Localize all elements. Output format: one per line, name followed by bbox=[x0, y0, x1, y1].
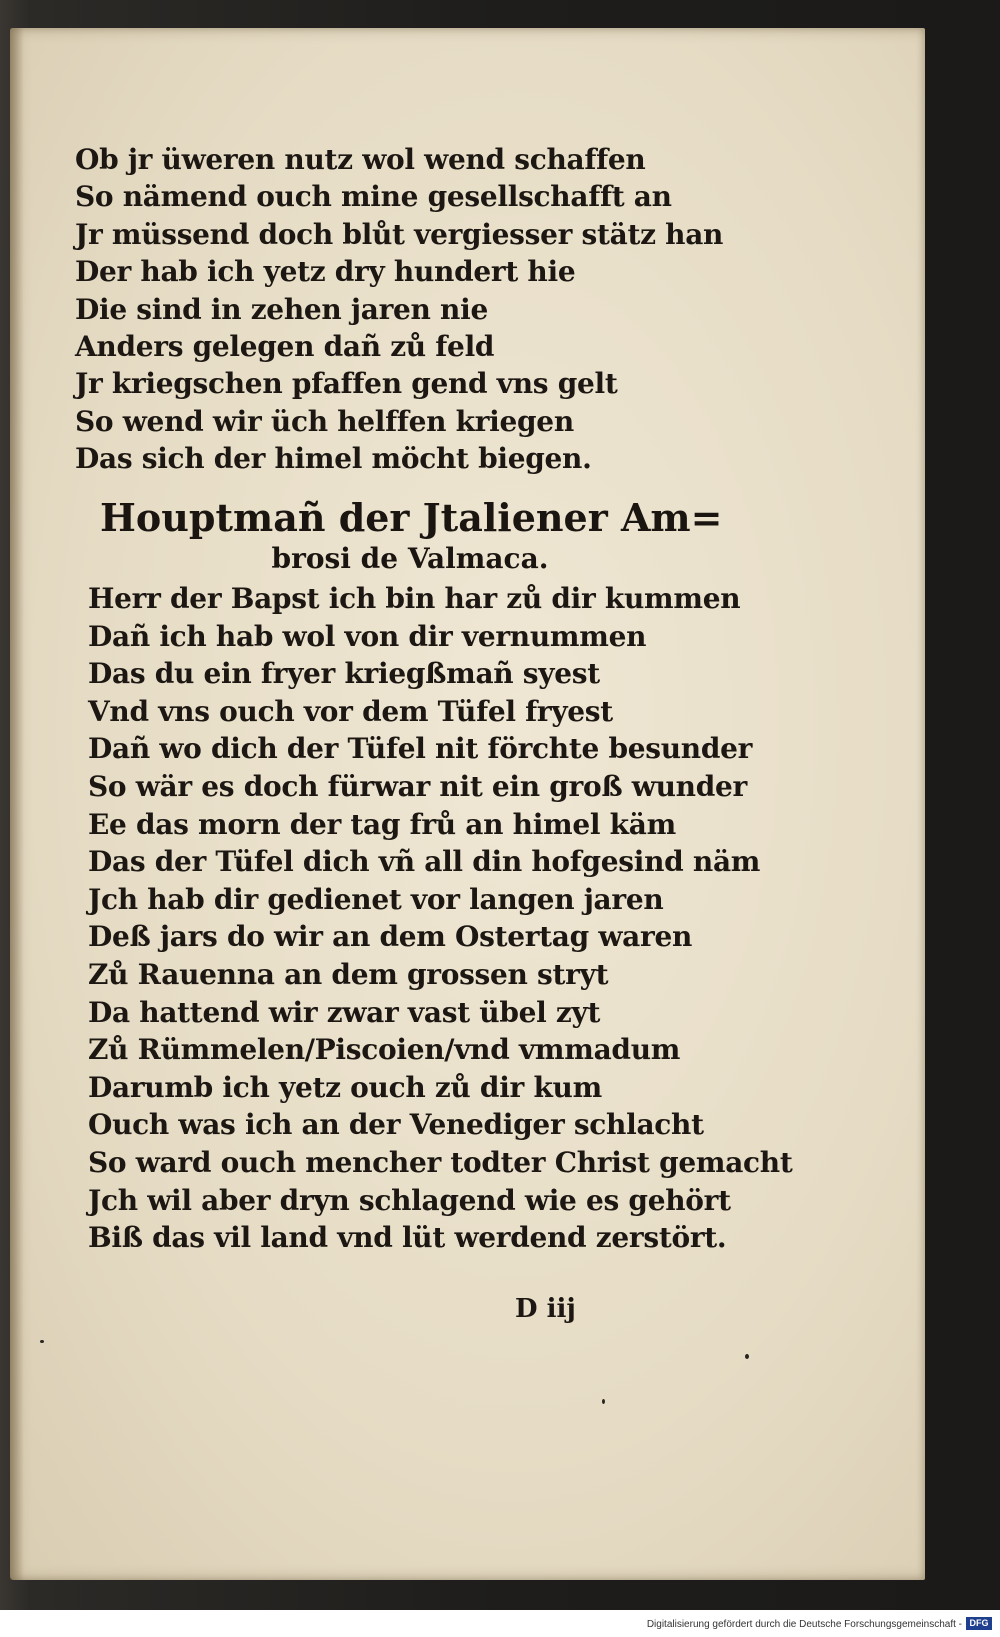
verse-line: Der hab ich yetz dry hundert hie bbox=[75, 255, 576, 289]
verse-line: Darumb ich yetz ouch zů dir kum bbox=[88, 1070, 602, 1104]
verse-line: Die sind in zehen jaren nie bbox=[75, 292, 488, 326]
verse-line: Biß das vil land vnd lüt werdend zerstört. bbox=[88, 1221, 727, 1255]
verse-line: Jr kriegschen pfaffen gend vns gelt bbox=[75, 367, 618, 401]
heading-line-1: Houptmañ der Jtaliener Am= bbox=[100, 495, 723, 540]
verse-line: Herr der Bapst ich bin har zů dir kummen bbox=[88, 582, 741, 615]
section-heading bbox=[100, 495, 723, 577]
verse-line: So nämend ouch mine gesellschafft an bbox=[75, 180, 672, 214]
verse-line: Zů Rümmelen/Piscoien/vnd vmmadum bbox=[88, 1033, 681, 1067]
verse-block-2 bbox=[88, 580, 793, 1257]
verse-line: Ob jr üweren nutz wol wend schaffen bbox=[75, 143, 646, 176]
footer-credit: Digitalisierung gefördert durch die Deutsche Forschungsgemeinschaft - bbox=[646, 1619, 962, 1630]
signature-mark: D iij bbox=[515, 1294, 576, 1324]
verse-line: Ee das morn der tag frů an himel käm bbox=[88, 807, 676, 841]
verse-line: Deß jars do wir an dem Ostertag waren bbox=[88, 920, 693, 954]
ink-speck bbox=[40, 1340, 44, 1343]
verse-line: Jch wil aber dryn schlagend wie es gehört bbox=[88, 1183, 731, 1217]
verse-line: Das sich der himel möcht biegen. bbox=[75, 442, 592, 476]
verse-line: Da hattend wir zwar vast übel zyt bbox=[88, 995, 601, 1029]
verse-line: Jch hab dir gedienet vor langen jaren bbox=[88, 882, 664, 916]
verse-block-1 bbox=[75, 141, 723, 478]
verse-line: Vnd vns ouch vor dem Tüfel fryest bbox=[88, 694, 613, 728]
heading-line-2: brosi de Valmaca. bbox=[271, 542, 549, 575]
ink-speck bbox=[602, 1399, 605, 1404]
verse-line: So wär es doch fürwar nit ein groß wunder bbox=[88, 769, 747, 803]
dfg-logo-icon: DFG bbox=[966, 1617, 992, 1630]
ink-speck bbox=[745, 1354, 749, 1359]
verse-line: Dañ ich hab wol von dir vernummen bbox=[88, 619, 647, 653]
verse-line: Ouch was ich an der Venediger schlacht bbox=[88, 1108, 704, 1142]
verse-line: Jr müssend doch blůt vergiesser stätz han bbox=[75, 217, 724, 251]
verse-line: Dañ wo dich der Tüfel nit förchte besunder bbox=[88, 732, 753, 766]
verse-line: Das du ein fryer kriegßmañ syest bbox=[88, 657, 600, 691]
verse-line: So ward ouch mencher todter Christ gemacht bbox=[88, 1145, 793, 1179]
verse-line: Zů Rauenna an dem grossen stryt bbox=[88, 957, 609, 991]
verse-line: Anders gelegen dañ zů feld bbox=[75, 330, 495, 364]
verse-line: Das der Tüfel dich vñ all din hofgesind näm bbox=[88, 845, 761, 879]
page-gutter-shadow bbox=[10, 28, 24, 1580]
verse-line: So wend wir üch helffen kriegen bbox=[75, 404, 574, 438]
